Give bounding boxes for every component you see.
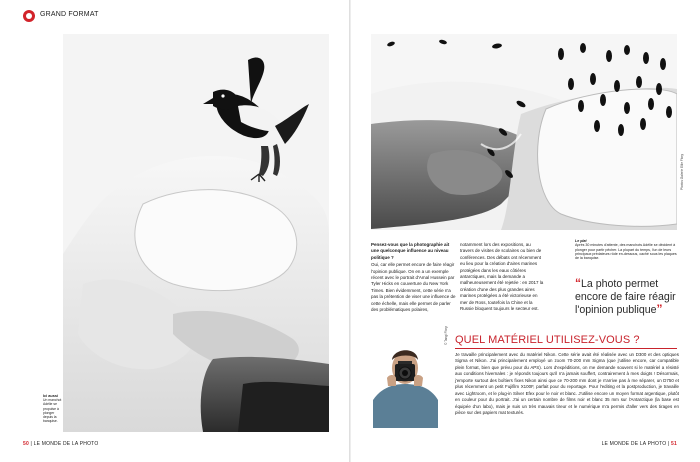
portrait-credit: © Tangi Flory	[444, 326, 448, 345]
quote-open-mark: “	[575, 276, 581, 290]
interview-question: Pensez-vous que la photographie ait une quelconque influence au niveau politique ?	[371, 242, 450, 260]
materiel-body-text: Je travaille principalement avec du matériel Nikon. Cette série avait été réalisée avec un D300 et des optiques Sigma et Nikon. J'ai principalement employé un zoom 70-200 mm Sigma (que j'utilise encore, car compatible plein format, bien que prévu pour du APS). Lors d'expéditions, on me demande souvent si le matériel a résisté aux conditions hivernales : je réponds toujours qu'il n'a jamais souffert, contrairement à mes doigts ! Désormais, j'emporte surtout des boîtiers fixes Nikon ainsi que ce 70-200 mm dont je n'arrive pas à me séparer, un D750 et plus récemment un petit Fujifilm X100F, parfait pour du reportage. Pour l'editing et la postproduction, je travaille avec Lightroom, et le plug-in Silver Efex pour le noir et blanc. J'utilise encore un moyen format argentique, plutôt en couleur pour du portrait. J'ai un certain nombre de films noir et blanc 35 mm sur l'Antarctique (la base est équipée d'un labo), mais je suis un très mauvais tireur et le numérique m'a permis d'aller vers des tirages en pièce sur des papiers mat texturés.	[455, 352, 679, 416]
interview-answer-part-1: Oui, car elle permet encore de faire réagir l'opinion publique. On en a un exemple récent avec le portrait d'Amal Hussein par Tyler Hicks en couverture du New York Times. Bien évidemment, cette série n'a pas la prétention de viser une influence de cette échelle, mais elle permet de parler des problématiques polaires,	[371, 262, 456, 313]
pull-quote	[575, 277, 679, 317]
left-footer-title: LE MONDE DE LA PHOTO	[33, 441, 99, 447]
right-page-number: 51	[671, 441, 677, 447]
right-page-footer: LE MONDE DE LA PHOTO | 51	[601, 441, 677, 447]
left-caption-title: Ici aussi	[43, 394, 58, 398]
section-label: GRAND FORMAT	[40, 11, 99, 18]
magazine-logo-icon	[23, 10, 35, 22]
interview-column-2	[460, 242, 544, 312]
photographer-portrait	[373, 330, 438, 428]
right-footer-title: LE MONDE DE LA PHOTO	[601, 441, 667, 447]
quote-close-mark: ”	[656, 302, 663, 317]
pull-quote-text: La photo permet encore de faire réagir l'opinion publique	[575, 278, 676, 317]
materiel-heading: QUEL MATÉRIEL UTILISEZ-VOUS ?	[455, 334, 640, 346]
interview-answer-part-2: notamment lors des expositions, au travers de visites de scolaires ou bien de conférences. Des débats ont récemment eu lieu pour la création d'aires marines protégées dans les eaux côtières antarctiques, mais la demande a malheureusement été rejetée : en 2017 la création d'une des plus grandes aires marines protégées a été victorieuse en mer de Ross, toutefois la Chine et la Russie bloquent toujours le secteur est.	[460, 242, 544, 312]
heading-divider	[455, 348, 677, 349]
left-photo-caption	[43, 394, 63, 423]
left-page-number: 50	[23, 441, 29, 447]
side-caption	[575, 239, 677, 260]
interview-column-1	[371, 242, 457, 313]
side-caption-title: Le plat	[575, 239, 587, 243]
left-caption-text: Un manchot Adélie se propulse à plonger depuis la banquise.	[43, 398, 62, 424]
penguins-on-floe-photo	[371, 34, 677, 230]
page-gutter	[349, 0, 351, 462]
right-photo-credit: Photos Galerie Ellie Flory	[680, 154, 684, 190]
left-page-footer: 50 | LE MONDE DE LA PHOTO	[23, 441, 99, 447]
side-caption-text: Après 30 minutes d'attente, des manchots Adélie se décident à plonger pour partir pêcher. La plupart du temps, l'un de leurs principaux prédateurs rôde en-dessous, caché sous les plaques de la banquise.	[575, 243, 677, 261]
penguin-diving-photo	[63, 34, 329, 432]
